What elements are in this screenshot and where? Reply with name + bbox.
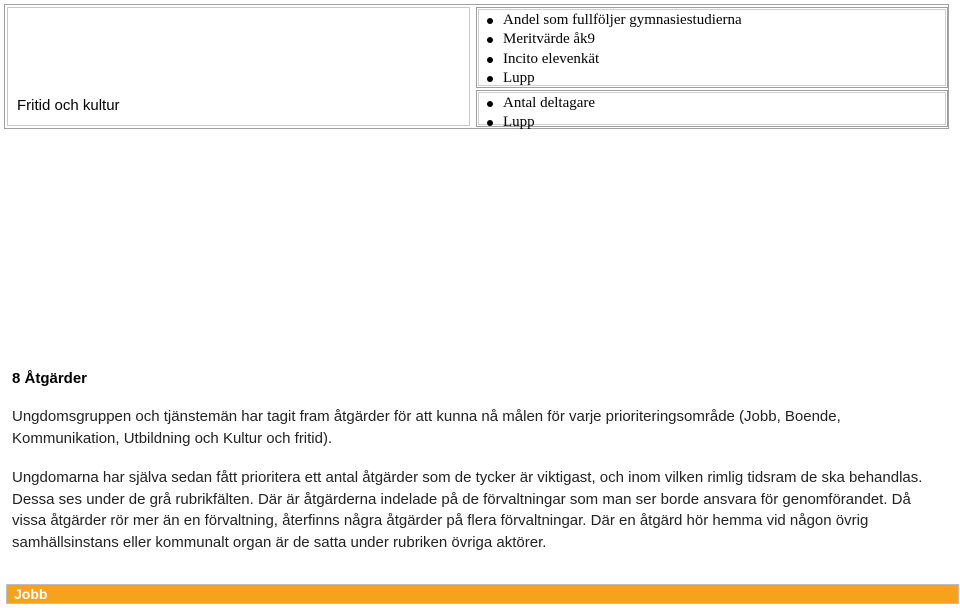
intro-paragraph: Ungdomsgruppen och tjänstemän har tagit fram åtgärder för att kunna nå målen för varje prioriteringsområde (Jobb, Boende, Kommunikation, Utbildning och Kultur och fritid). [12, 408, 841, 447]
table-row-label-cell [7, 7, 470, 126]
category-header-label: Jobb [14, 586, 48, 602]
indicator-list-bottom [483, 94, 595, 133]
section-heading: 8 Åtgärder [12, 370, 88, 387]
indicator-list-top [483, 11, 742, 88]
description-paragraph: Ungdomarna har själva sedan fått prioritera ett antal åtgärder som de tycker är viktigast, och inom vilken rimlig tidsram de ska behandlas. Dessa ses under de grå rubrikfälten. Där är åtgärderna indelade på de förvaltningar som man ser borde ansvara för genomförandet. Då vissa åtgärder rör mer än en förvaltning, återfinns några åtgärder på flera förvaltningar. Där en åtgärd hör hemma vid någon övrig samhällsinstans eller kommunalt organ är de satta under rubriken övriga aktörer. [12, 469, 923, 551]
category-header-bar [6, 584, 959, 604]
indicator-cell-bottom [476, 90, 948, 131]
list-item: Andel som fullföljer gymnasiestudierna [483, 11, 742, 30]
indicator-cell-top [476, 7, 948, 88]
indicator-table [4, 4, 949, 129]
list-item: Meritvärde åk9 [483, 30, 742, 49]
list-item: Lupp [483, 113, 595, 132]
list-item: Lupp [483, 69, 742, 88]
list-item: Incito elevenkät [483, 50, 742, 69]
list-item: Antal deltagare [483, 94, 595, 113]
row-label: Fritid och kultur [17, 97, 120, 114]
